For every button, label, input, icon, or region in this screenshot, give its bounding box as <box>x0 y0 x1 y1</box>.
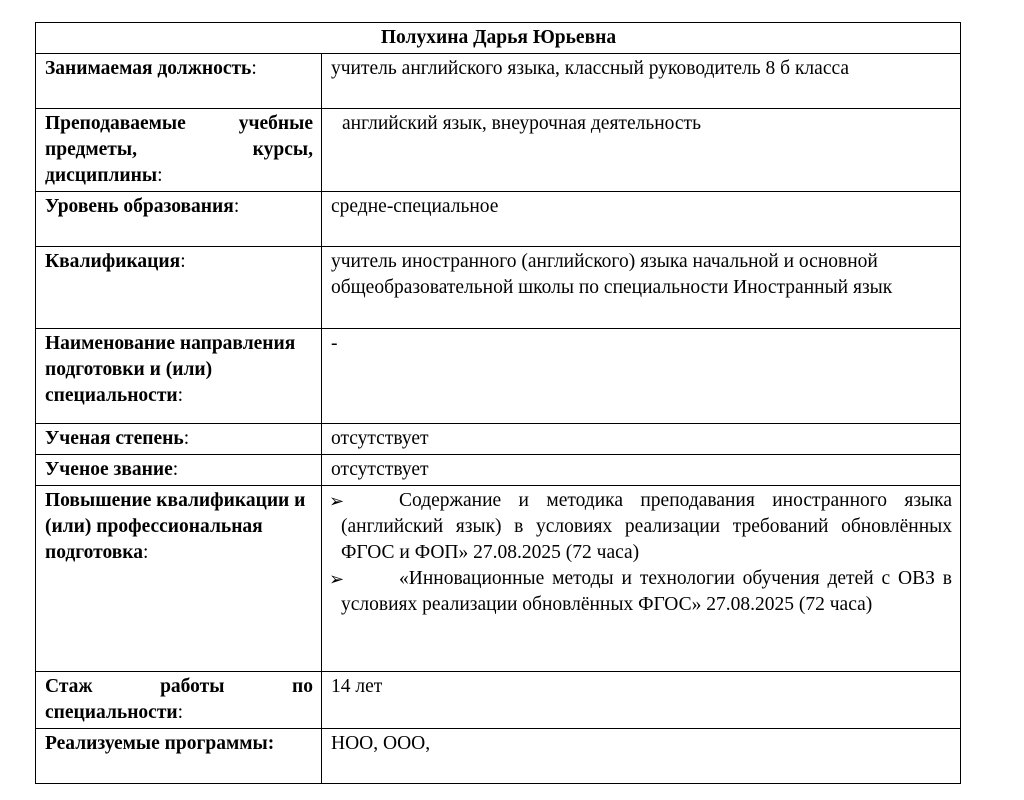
row-specialty <box>36 329 961 424</box>
value-subjects: английский язык, внеурочная деятельность <box>322 109 961 192</box>
label-programs: Реализуемые программы: <box>36 729 322 784</box>
label-title: Ученое звание: <box>36 455 322 486</box>
value-position: учитель английского языка, классный руководитель 8 б класса <box>322 54 961 109</box>
arrow-bullet-icon: ➢ <box>329 569 345 589</box>
value-specialty: - <box>322 329 961 424</box>
label-specialty: Наименование направления подготовки и (или) специальности: <box>36 329 322 424</box>
row-position <box>36 54 961 109</box>
label-training: Повышение квалификации и (или) профессиональная подготовка: <box>36 486 322 672</box>
row-subjects <box>36 109 961 192</box>
header-row <box>36 23 961 54</box>
row-programs <box>36 729 961 784</box>
value-experience: 14 лет <box>322 672 961 729</box>
row-title <box>36 455 961 486</box>
row-qualification <box>36 247 961 329</box>
course-item: ➢ Содержание и методика преподавания иностранного языка (английский язык) в условиях реализации требований обновлённых ФГОС и ФОП» 27.08.2025 (72 часа) <box>329 490 952 563</box>
label-subjects: Преподаваемые учебные предметы, курсы, дисциплины: <box>36 109 322 192</box>
value-education-level: средне-специальное <box>322 192 961 247</box>
row-education-level <box>36 192 961 247</box>
value-title: отсутствует <box>322 455 961 486</box>
row-degree <box>36 424 961 455</box>
label-degree: Ученая степень: <box>36 424 322 455</box>
course-item: ➢ «Инновационные методы и технологии обучения детей с ОВЗ в условиях реализации обновлённых ФГОС» 27.08.2025 (72 часа) <box>329 568 952 615</box>
label-position: Занимаемая должность: <box>36 54 322 109</box>
label-experience: Стаж работы по специальности: <box>36 672 322 729</box>
teacher-name: Полухина Дарья Юрьевна <box>36 23 961 54</box>
label-education-level: Уровень образования: <box>36 192 322 247</box>
value-programs: НОО, ООО, <box>322 729 961 784</box>
row-experience <box>36 672 961 729</box>
row-training <box>36 486 961 672</box>
teacher-profile-table <box>35 22 961 784</box>
value-degree: отсутствует <box>322 424 961 455</box>
value-training <box>322 486 961 672</box>
course-list <box>331 488 952 618</box>
value-qualification: учитель иностранного (английского) языка начальной и основной общеобразовательной школы по специальности Иностранный язык <box>322 247 961 329</box>
arrow-bullet-icon: ➢ <box>329 491 345 511</box>
label-qualification: Квалификация: <box>36 247 322 329</box>
